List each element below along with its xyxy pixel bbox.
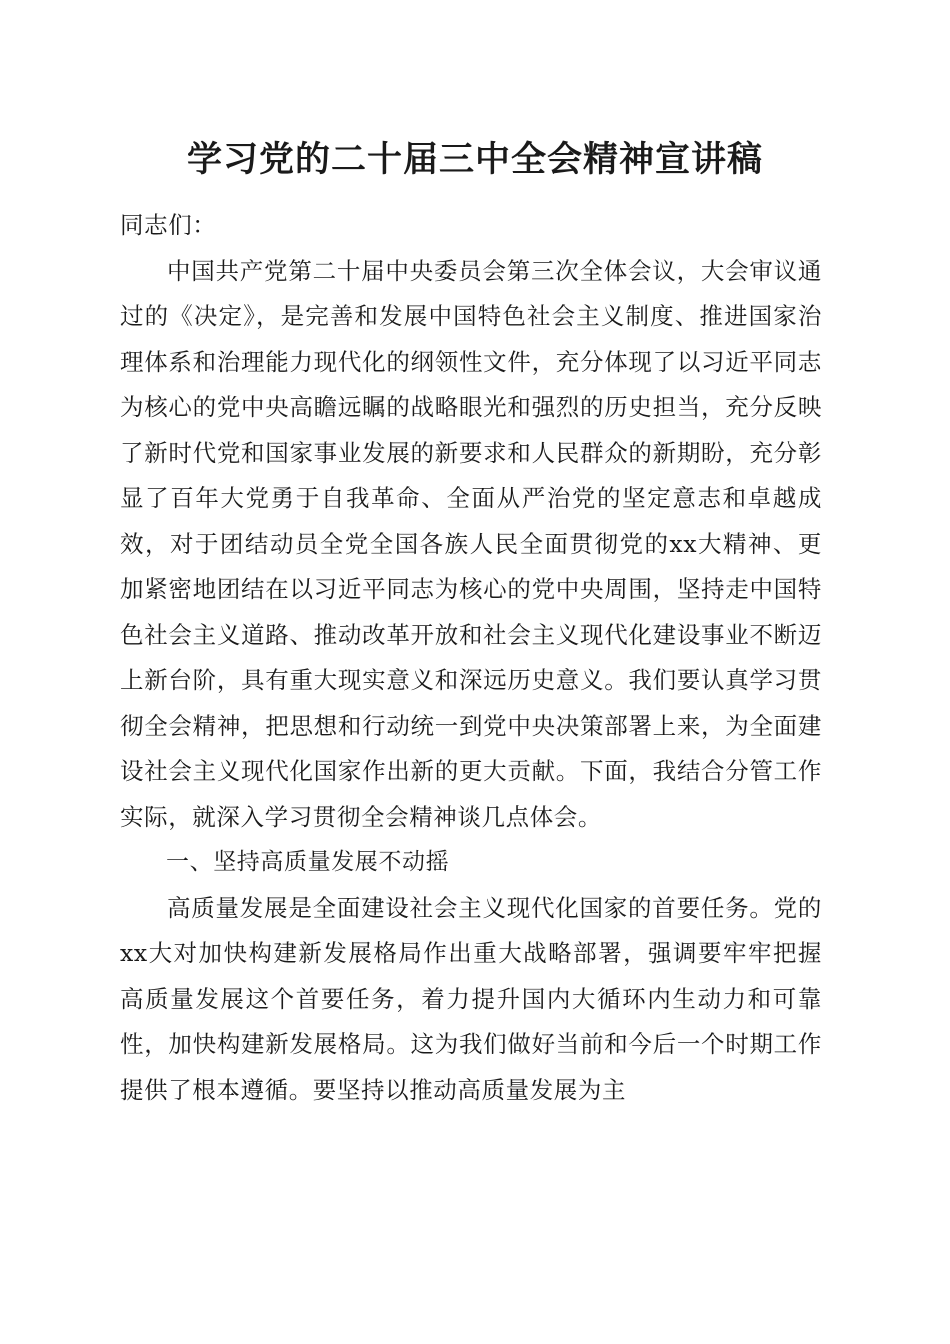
intro-paragraph: 中国共产党第二十届中央委员会第三次全体会议，大会审议通过的《决定》，是完善和发展中国特色社会主义制度、推进国家治理体系和治理能力现代化的纲领性文件，充分体现了以习近平同志为核心的党中央高瞻远瞩的战略眼光和强烈的历史担当，充分反映了新时代党和国家事业发展的新要求和人民群众的新期盼，充分彰显了百年大党勇于自我革命、全面从严治党的坚定意志和卓越成效，对于团结动员全党全国各族人民全面贯彻党的xx大精神、更加紧密地团结在以习近平同志为核心的党中央周围，坚持走中国特色社会主义道路、推动改革开放和社会主义现代化建设事业不断迈上新台阶，具有重大现实意义和深远历史意义。我们要认真学习贯彻全会精神，把思想和行动统一到党中央决策部署上来，为全面建设社会主义现代化国家作出新的更大贡献。下面，我结合分管工作实际，就深入学习贯彻全会精神谈几点体会。 <box>120 256 822 831</box>
document-body <box>120 203 822 1113</box>
section-heading: 一、坚持高质量发展不动摇 <box>166 849 450 875</box>
salutation: 同志们： <box>120 211 217 239</box>
document-title: 学习党的二十届三中全会精神宣讲稿 <box>186 139 763 180</box>
section-paragraph: 高质量发展是全面建设社会主义现代化国家的首要任务。党的xx大对加快构建新发展格局作出重大战略部署，强调要牢牢把握高质量发展这个首要任务，着力提升国内大循环内生动力和可靠性，加快构建新发展格局。这为我们做好当前和今后一个时期工作提供了根本遵循。要坚持以推动高质量发展为主 <box>120 893 822 1104</box>
